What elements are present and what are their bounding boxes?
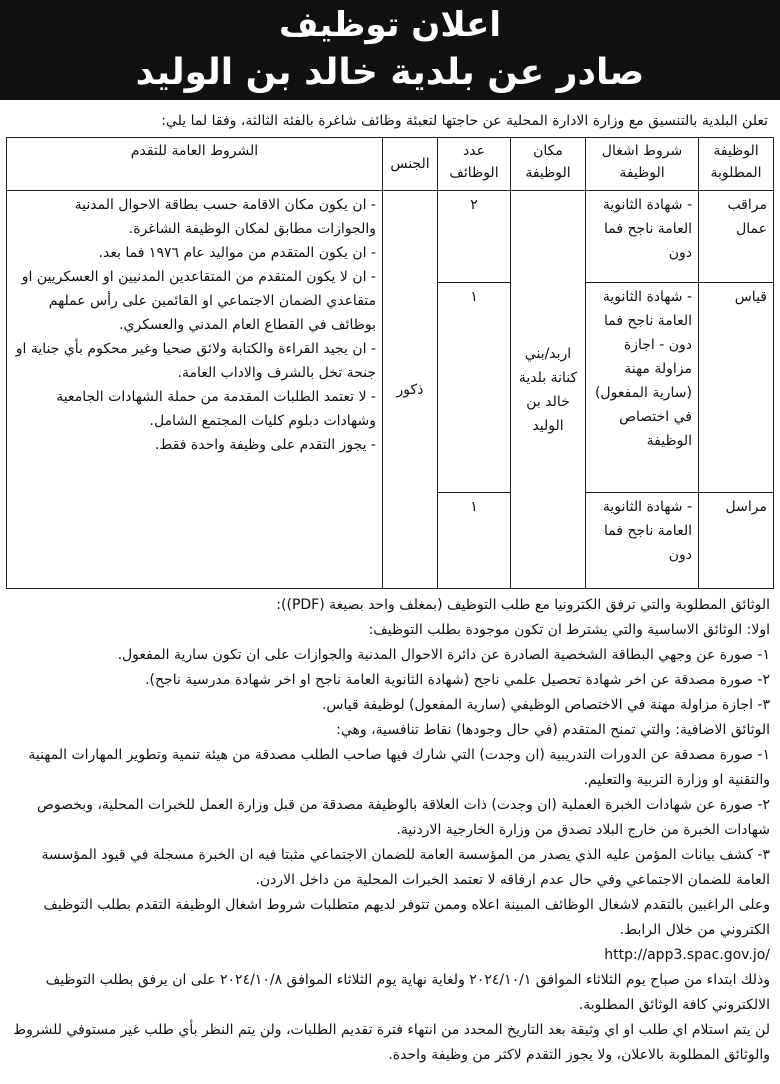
intro-text: تعلن البلدية بالتنسيق مع وزارة الادارة المحلية عن حاجتها لتعبئة وظائف شاغرة بالفئة الثالثة، وفقا لما يلي: [161, 113, 768, 129]
condition-item: - ان لا يكون المتقدم من المتقاعدين المدنيين او العسكريين او متقاعدي الضمان الاجتماعي او القائمين على رأس عملهم بوظائف في القطاع العام المدني والعسكري. [21, 269, 376, 333]
condition-item: - لا تعتمد الطلبات المقدمة من حملة الشهادات الجامعية وشهادات دبلوم كليات المجتمع الشامل. [56, 389, 376, 429]
requirements-cell: - شهادة الثانوية العامة ناجح فما دون [586, 191, 699, 283]
application-instructions: وعلى الراغبين بالتقدم لاشغال الوظائف المبينة اعلاه وممن تتوفر لديهم متطلبات شروط اشغال الوظيفة التقدم بطلب التوظيف الكتروني من خلال الرابط. [43, 897, 770, 938]
condition-item: - ان يكون المتقدم من مواليد عام ١٩٧٦ فما بعد. [98, 245, 376, 261]
job-title-cell: مراسل [699, 493, 774, 589]
announcement-header [0, 0, 780, 100]
header-requirements: شروط اشغال الوظيفة [586, 138, 699, 191]
announcement-subtitle: صادر عن بلدية خالد بن الوليد [135, 52, 645, 93]
application-link[interactable]: http://app3.spac.gov.jo/ [604, 947, 770, 963]
document-item: ٣- كشف بيانات المؤمن عليه الذي يصدر من المؤسسة العامة للضمان الاجتماعي مثبتا فيه ان الخبرة مسجلة في قيود المؤسسة العامة للضمان الاجتماعي وفي حال عدم ارفاقه لا تعتمد الخبرات المحلية من داخل الاردن. [41, 847, 770, 888]
header-conditions: الشروط العامة للتقدم [7, 138, 383, 191]
gender-cell: ذكور [383, 191, 438, 589]
final-notice: لن يتم استلام اي طلب او اي وثيقة بعد التاريخ المحدد من انتهاء فترة تقديم الطلبات، ولن يتم النظر بأي طلب غير مستوفي للشروط والوثائق المطلوبة بالاعلان، ولا يجوز التقدم لاكثر من وظيفة واحدة. [13, 1022, 770, 1063]
announcement-body [0, 589, 780, 1068]
condition-item: - ان يكون مكان الاقامة حسب بطاقة الاحوال المدنية والجوازات مطابق لمكان الوظيفة الشاغرة. [74, 197, 376, 237]
condition-item: - ان يجيد القراءة والكتابة ولائق صحيا وغير محكوم بأي جناية او جنحة تخل بالشرف والاداب العامة. [15, 341, 376, 381]
document-item: ١- صورة مصدقة عن الدورات التدريبية (ان وجدت) التي شارك فيها صاحب الطلب مصدقة من هيئة تنمية وتطوير المهارات المهنية والتقنية او وزارة التربية والتعليم. [28, 747, 770, 788]
count-cell: ١ [438, 283, 511, 493]
document-item: ٣- اجازة مزاولة مهنة في الاختصاص الوظيفي (سارية المفعول) لوظيفة قياس. [321, 697, 770, 713]
table-header-row [7, 138, 774, 191]
condition-item: - يجوز التقدم على وظيفة واحدة فقط. [154, 437, 376, 453]
count-cell: ١ [438, 493, 511, 589]
job-title-cell: مراقب عمال [699, 191, 774, 283]
job-place-cell: اربد/بني كنانة بلدية خالد بن الوليد [511, 191, 586, 589]
header-gender: الجنس [383, 138, 438, 191]
additional-documents-heading: الوثائق الاضافية: والتي تمنح المتقدم (في حال وجودها) نقاط تنافسية، وهي: [336, 722, 770, 738]
job-title-cell: قياس [699, 283, 774, 493]
requirements-cell: - شهادة الثانوية العامة ناجح فما دون - اجازة مزاولة مهنة (سارية المفعول) في اختصاص الوظيفة [586, 283, 699, 493]
application-period: وذلك ابتداء من صباح يوم الثلاثاء الموافق ٢٠٢٤/١٠/١ ولغاية نهاية يوم الثلاثاء الموافق ٢٠٢٤/١٠/٨ على ان يرفق بطلب التوظيف الالكتروني كافة الوثائق المطلوبة. [45, 972, 770, 1013]
announcement-title: اعلان توظيف [278, 5, 502, 45]
requirements-cell: - شهادة الثانوية العامة ناجح فما دون [586, 493, 699, 589]
document-item: ١- صورة عن وجهي البطاقة الشخصية الصادرة عن دائرة الاحوال المدنية والجوازات على ان تكون سارية المفعول. [117, 647, 770, 663]
document-item: ٢- صورة عن شهادات الخبرة العملية (ان وجدت) ذات العلاقة بالوظيفة مصدقة من قبل وزارة العمل للخبرات المحلية، وبخصوص شهادات الخبرة من خارج البلاد تصدق من وزارة الخارجية الاردنية. [36, 797, 770, 838]
header-job-title: الوظيفة المطلوبة [699, 138, 774, 191]
documents-heading: الوثائق المطلوبة والتي ترفق الكترونيا مع طلب التوظيف (بمغلف واحد بصيغة (PDF)): [276, 597, 770, 613]
count-cell: ٢ [438, 191, 511, 283]
table-row [7, 191, 774, 283]
jobs-table [6, 137, 774, 589]
header-place: مكان الوظيفة [511, 138, 586, 191]
general-conditions-cell [7, 191, 383, 589]
header-count: عدد الوظائف [438, 138, 511, 191]
document-item: ٢- صورة مصدقة عن اخر شهادة تحصيل علمي ناجح (شهادة الثانوية العامة ناجح او اخر شهادة مدرسية ناجح). [145, 672, 770, 688]
basic-documents-heading: اولا: الوثائق الاساسية والتي يشترط ان تكون موجودة بطلب التوظيف: [368, 622, 770, 638]
